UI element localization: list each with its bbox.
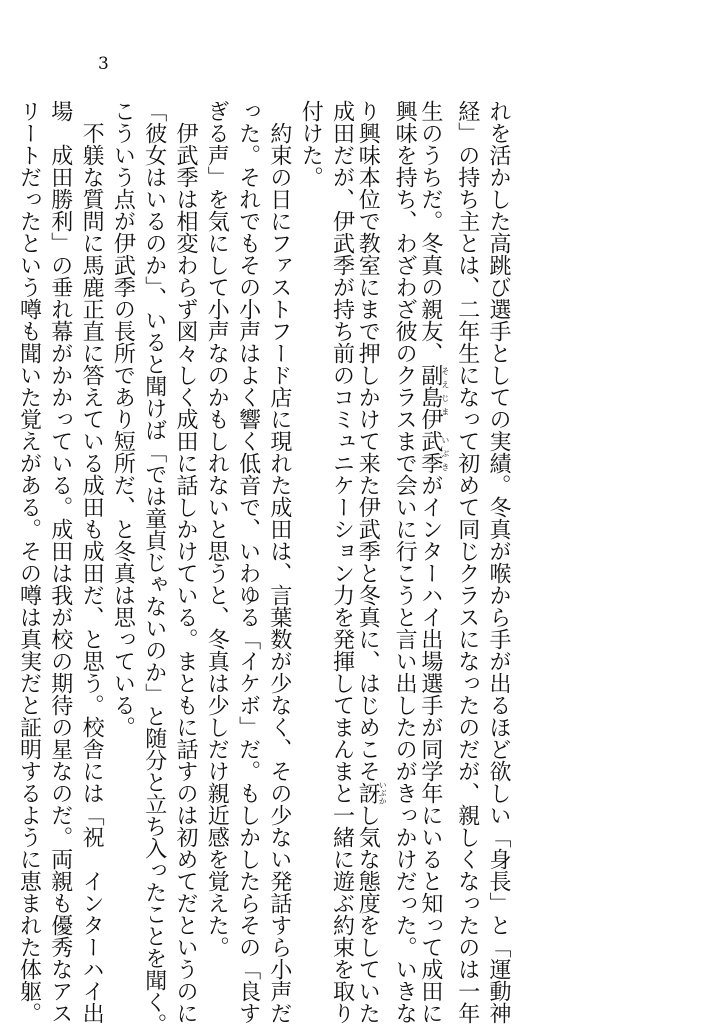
ruby-annotation: 訝いぶか: [355, 781, 388, 805]
text-line: 「彼女はいるのか」、いると聞けば「では童貞じゃないのか」と随分と立ち入ったことを聞く。: [141, 100, 167, 1035]
ruby-annotation: 副島伊武季そえじま いぶき: [417, 364, 450, 474]
text-line: 場 成田勝利」の垂れ幕がかかっている。成田は我が校の期待の星なのだ。両親も優秀なアス: [47, 100, 73, 1024]
text-line: った。それでもその小声はよく響く低音で、いわゆる「イケボ」だ。もしかしたらその「良す: [235, 100, 261, 1024]
text-line: リートだったという噂も聞いた覚えがある。その噂は真実だと証明するように恵まれた体躯。: [16, 100, 42, 1024]
text-line: 興味を持ち、わざわざ彼のクラスまで会いに行こうと言い出したのがきっかけだった。いきな: [392, 100, 418, 1024]
text-line: 経」の持ち主とは、二年生になって初めて同じクラスになったのだが、親しくなったのは一年: [454, 100, 480, 1024]
text-line: ぎる声」を気にして小声なのかもしれないと思うと、冬真は少しだけ親近感を覚えた。: [204, 100, 230, 958]
text-line: 約束の日にファストフード店に現れた成田は、言葉数が少なく、その少ない発話すら小声だ: [266, 122, 292, 1024]
text-line: 付けた。: [298, 100, 324, 188]
text-line: 伊武季は相変わらず図々しく成田に話しかけている。まともに話すのは初めてだというのに: [173, 122, 198, 1024]
text-line: り興味本位で教室にまで押しかけて来た伊武季と冬真に、はじめこそ訝いぶかし気な態度をしていた: [355, 100, 388, 1024]
text-line: こういう点が伊武季の長所であり短所だ、と冬真は思っている。: [110, 100, 136, 738]
text-line: 不躾な質問に馬鹿正直に答えている成田も成田だ、と思う。校舎には「祝 インターハイ出: [79, 122, 105, 1024]
text-line: 成田だが、伊武季が持ち前のコミュニケーション力を発揮してまんまと一緒に遊ぶ約束を取り: [329, 100, 355, 1024]
text-line: れを活かした高跳び選手としての実績。冬真が喉から手が出るほど欲しい「身長」と「運動神: [486, 100, 511, 1024]
text-line: 生のうちだ。冬真の親友、副島伊武季そえじま いぶきがインターハイ出場選手が同学年にいると知って成田に: [417, 100, 450, 1024]
page-number: 3: [98, 54, 109, 74]
